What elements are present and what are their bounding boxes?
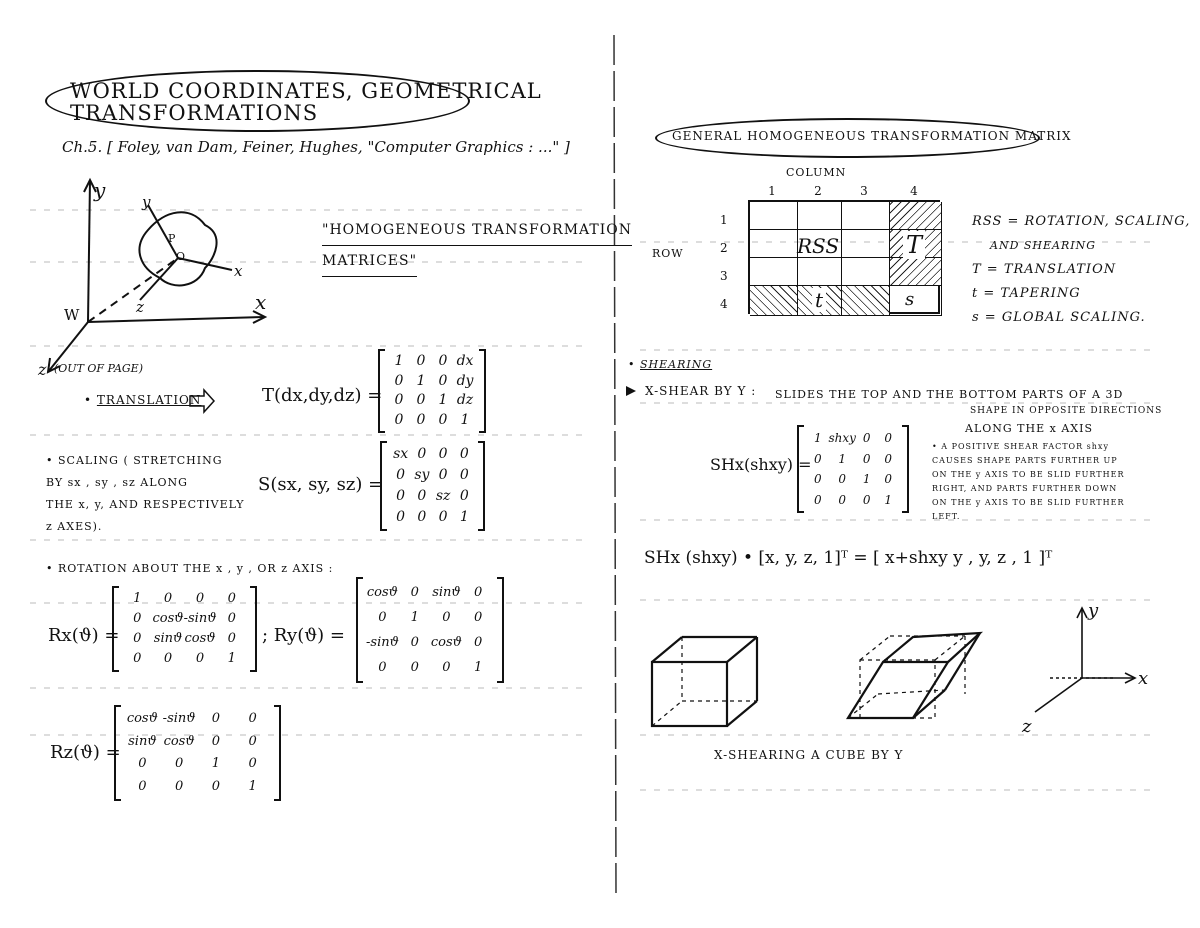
local-x-label: x xyxy=(234,262,243,280)
rotation-title-text: ROTATION ABOUT THE x , y , OR z AXIS : xyxy=(58,562,334,575)
matrix-cell: 0 xyxy=(396,509,406,525)
matrix-cell: -sinϑ xyxy=(366,635,399,650)
note-line: CAUSES SHAPE PARTS FURTHER UP xyxy=(932,456,1118,465)
matrix-cell: -sinϑ xyxy=(162,711,196,726)
column-number: 2 xyxy=(814,184,822,198)
row-label: ROW xyxy=(652,247,684,260)
page-title xyxy=(70,80,542,124)
translation-matrix xyxy=(378,350,486,432)
grid-cell xyxy=(798,258,842,286)
rss-cell-label: RSS xyxy=(797,234,840,258)
world-x-label: x xyxy=(255,290,267,314)
scaling-line-1: SCALING ( STRETCHING xyxy=(58,454,223,467)
grid-cell xyxy=(842,230,890,258)
note-line: • A POSITIVE SHEAR FACTOR shxy xyxy=(932,442,1109,451)
rx-lhs: Rx(ϑ) = xyxy=(48,625,120,646)
grid-cell xyxy=(750,230,798,258)
right-y-label: y xyxy=(1088,600,1099,621)
matrix-cell: 1 xyxy=(410,610,419,625)
xshear-desc-line-1: SLIDES THE TOP AND THE BOTTOM PARTS OF A 3D xyxy=(775,388,1124,401)
local-y-label: y xyxy=(142,193,151,211)
world-z-label: z xyxy=(38,360,47,379)
matrix-cell: dx xyxy=(456,353,474,369)
matrix-cell: 0 xyxy=(133,631,142,646)
matrix-cell: 0 xyxy=(163,591,173,606)
matrix-cell: dz xyxy=(456,392,474,408)
cube-caption: X-SHEARING A CUBE BY Y xyxy=(714,748,904,762)
matrix-cell: 1 xyxy=(416,372,426,389)
row-number: 2 xyxy=(720,241,728,255)
matrix-cell: 0 xyxy=(394,372,404,389)
matrix-cell: 0 xyxy=(474,635,483,650)
note-line: ON THE y AXIS TO BE SLID FURTHER xyxy=(932,470,1125,479)
title-line-1: WORLD COORDINATES, GEOMETRICAL xyxy=(70,79,542,103)
title-line-2: TRANSFORMATIONS xyxy=(70,101,319,125)
matrix-cell: 0 xyxy=(211,733,221,749)
note-line: LEFT. xyxy=(932,512,961,521)
matrix-cell: cosϑ xyxy=(126,711,158,726)
out-of-page-note: (OUT OF PAGE) xyxy=(54,362,144,375)
matrix-cell: 1 xyxy=(474,660,483,675)
matrix-cell: 0 xyxy=(138,756,147,771)
matrix-cell: 1 xyxy=(211,756,221,771)
matrix-cell: 0 xyxy=(459,446,469,462)
shx-matrix xyxy=(797,426,909,512)
block-legend xyxy=(972,210,1190,330)
matrix-cell: 0 xyxy=(138,778,147,794)
ry-lhs: ; Ry(ϑ) = xyxy=(262,625,345,646)
legend-translation: T = TRANSLATION xyxy=(972,262,1117,277)
matrix-cell: 0 xyxy=(417,488,427,504)
legend-tapering: t = TAPERING xyxy=(972,286,1081,301)
cube-original xyxy=(652,637,757,726)
matrix-cell: 0 xyxy=(417,446,427,462)
grid-cell xyxy=(750,286,798,316)
matrix-cell: 0 xyxy=(133,651,142,666)
matrix-cell: 0 xyxy=(227,631,236,646)
matrix-cell: 0 xyxy=(378,610,387,625)
xshear-desc-line-3: ALONG THE x AXIS xyxy=(965,422,1093,435)
homogeneous-note xyxy=(322,215,632,277)
scaling-description: • SCALING ( STRETCHING BY sx , sy , sz ALONG THE x, y, AND RESPECTIVELY z AXES). xyxy=(46,450,245,538)
matrix-cell: 0 xyxy=(410,635,419,650)
grid-cell xyxy=(842,286,890,316)
matrix-cell: 0 xyxy=(438,446,448,462)
matrix-cell: 0 xyxy=(884,451,893,466)
matrix-cell: 0 xyxy=(394,411,404,428)
matrix-cell: 0 xyxy=(459,488,469,504)
legend-rss: RSS = ROTATION, SCALING, xyxy=(972,214,1191,229)
matrix-cell: 0 xyxy=(396,488,406,504)
translation-cell-label: T xyxy=(903,231,925,259)
matrix-cell: 0 xyxy=(438,411,448,428)
matrix-cell: 1 xyxy=(227,651,236,666)
matrix-cell: sinϑ xyxy=(153,631,183,646)
matrix-cell: 0 xyxy=(248,711,257,726)
matrix-cell: 0 xyxy=(474,610,483,625)
matrix-cell: 0 xyxy=(438,509,448,525)
matrix-cell: 0 xyxy=(195,651,205,666)
grid-cell xyxy=(842,258,890,286)
matrix-cell: cosϑ xyxy=(366,585,398,600)
right-z-label: z xyxy=(1022,716,1032,737)
matrix-cell: 1 xyxy=(813,431,822,445)
row-number: 1 xyxy=(720,213,728,227)
matrix-cell: 0 xyxy=(862,451,871,466)
grid-cell xyxy=(750,258,798,286)
matrix-cell: 1 xyxy=(438,392,448,408)
matrix-cell: 0 xyxy=(410,660,419,675)
matrix-cell: 0 xyxy=(174,778,184,794)
matrix-cell: 1 xyxy=(459,509,469,525)
matrix-cell: 0 xyxy=(211,778,221,794)
matrix-cell: 0 xyxy=(163,651,173,666)
note-line: ON THE y AXIS TO BE SLID FURTHER xyxy=(932,498,1125,507)
column-number: 1 xyxy=(768,184,776,198)
matrix-cell: 0 xyxy=(474,585,483,600)
matrix-cell: 1 xyxy=(862,472,871,486)
matrix-cell: sinϑ xyxy=(128,733,157,749)
grid-cell xyxy=(890,286,942,316)
matrix-cell: -sinϑ xyxy=(183,611,217,626)
matrix-cell: 0 xyxy=(838,492,847,507)
book-reference: Ch.5. [ Foley, van Dam, Feiner, Hughes, "Computer Graphics : ..." ] xyxy=(62,138,570,156)
column-number: 3 xyxy=(860,184,868,198)
grid-cell xyxy=(890,202,942,230)
matrix-cell: 1 xyxy=(133,591,142,606)
xshear-desc-line-2: SHAPE IN OPPOSITE DIRECTIONS xyxy=(970,406,1163,416)
matrix-cell: 0 xyxy=(394,392,404,408)
right-x-label: x xyxy=(1138,668,1149,689)
grid-cell xyxy=(798,202,842,230)
matrix-cell: 0 xyxy=(174,756,184,771)
matrix-cell: 0 xyxy=(133,611,142,626)
global-scaling-cell-label: s xyxy=(905,289,915,310)
shx-lhs: SHx(shxy) = xyxy=(710,455,812,474)
matrix-cell: 0 xyxy=(438,372,448,389)
matrix-cell: 0 xyxy=(227,591,236,606)
shear-formula: SHx (shxy) • [x, y, z, 1]ᵀ = [ x+shxy y , y, z , 1 ]ᵀ xyxy=(644,548,1053,568)
xshear-title: X-SHEAR BY Y : xyxy=(645,384,757,398)
matrix-cell: 0 xyxy=(862,431,871,445)
matrix-cell: 0 xyxy=(862,492,871,507)
scaling-line-3: THE x, y, AND RESPECTIVELY xyxy=(46,498,245,511)
matrix-cell: 0 xyxy=(248,756,257,771)
scaling-lhs: S(sx, sy, sz) = xyxy=(258,474,384,495)
matrix-cell: 0 xyxy=(417,509,427,525)
matrix-cell: 1 xyxy=(460,411,470,428)
matrix-cell: 1 xyxy=(838,451,847,466)
matrix-cell: 0 xyxy=(838,472,847,486)
matrix-cell: 1 xyxy=(884,492,893,507)
cube-sheared xyxy=(848,633,980,718)
right-title: GENERAL HOMOGENEOUS TRANSFORMATION MATRIX xyxy=(672,129,1072,143)
matrix-cell: cosϑ xyxy=(152,611,184,626)
matrix-cell: 0 xyxy=(248,733,257,749)
rz-matrix xyxy=(114,706,281,800)
translation-label: • TRANSLATION xyxy=(84,393,202,407)
matrix-cell: 0 xyxy=(813,492,822,507)
rx-matrix xyxy=(112,587,257,671)
column-label: COLUMN xyxy=(786,166,847,179)
matrix-cell: 0 xyxy=(410,585,419,600)
matrix-cell: cosϑ xyxy=(430,635,462,650)
legend-rss-cont: AND SHEARING xyxy=(990,239,1097,252)
grid-cell xyxy=(750,202,798,230)
object-blob xyxy=(139,212,216,285)
grid-cell xyxy=(842,202,890,230)
scaling-line-2: BY sx , sy , sz ALONG xyxy=(46,476,188,489)
row-number: 4 xyxy=(720,297,728,311)
matrix-cell: 0 xyxy=(813,451,822,466)
matrix-cell: 0 xyxy=(459,467,469,483)
homogeneous-line-1: "HOMOGENEOUS TRANSFORMATION xyxy=(322,215,632,246)
matrix-cell: 1 xyxy=(394,353,404,369)
scaling-line-4: z AXES). xyxy=(46,520,103,533)
matrix-cell: shxy xyxy=(828,431,856,445)
matrix-cell: 0 xyxy=(813,472,822,486)
matrix-cell: 0 xyxy=(416,353,426,369)
shear-factor-note xyxy=(932,440,1124,524)
matrix-cell: 0 xyxy=(396,467,406,483)
matrix-cell: 0 xyxy=(378,660,387,675)
world-y-label: y xyxy=(94,178,106,202)
tapering-cell-label: t xyxy=(812,288,826,312)
rotation-title: • ROTATION ABOUT THE x , y , OR z AXIS : xyxy=(46,562,334,575)
matrix-cell: sz xyxy=(435,488,451,504)
translation-label-text: TRANSLATION xyxy=(96,393,202,407)
matrix-cell: 0 xyxy=(416,411,426,428)
matrix-cell: sy xyxy=(414,467,430,483)
homogeneous-line-2: MATRICES" xyxy=(322,246,417,277)
matrix-cell: 0 xyxy=(438,353,448,369)
note-line: RIGHT, AND PARTS FURTHER DOWN xyxy=(932,484,1118,493)
legend-global-scaling: s = GLOBAL SCALING. xyxy=(972,310,1146,325)
matrix-cell: dy xyxy=(456,372,474,389)
translation-lhs: T(dx,dy,dz) = xyxy=(262,385,383,406)
matrix-cell: 0 xyxy=(416,392,426,408)
matrix-cell: cosϑ xyxy=(184,631,216,646)
row-number: 3 xyxy=(720,269,728,283)
world-x-axis xyxy=(88,317,265,322)
ry-matrix xyxy=(356,578,504,682)
column-number: 4 xyxy=(910,184,918,198)
world-y-axis xyxy=(88,180,90,322)
point-label: P xyxy=(168,232,176,245)
rz-lhs: Rz(ϑ) = xyxy=(50,742,121,763)
world-origin-label: W xyxy=(64,306,80,324)
grid-cell xyxy=(890,258,942,286)
row-numbers xyxy=(720,206,728,318)
matrix-cell: 0 xyxy=(227,611,236,626)
matrix-cell: sx xyxy=(393,446,409,462)
matrix-cell: 0 xyxy=(442,610,451,625)
matrix-cell: cosϑ xyxy=(163,733,195,749)
column-numbers xyxy=(748,184,940,198)
matrix-cell: 0 xyxy=(884,431,893,445)
matrix-cell: sinϑ xyxy=(432,585,461,600)
scaling-matrix xyxy=(380,442,485,530)
matrix-cell: 0 xyxy=(438,467,448,483)
matrix-cell: 0 xyxy=(884,472,893,486)
right-axes xyxy=(1035,608,1135,712)
shearing-label-text: SHEARING xyxy=(640,358,713,371)
matrix-cell: 0 xyxy=(195,591,205,606)
local-z-label: z xyxy=(136,298,144,316)
local-origin-label: O xyxy=(176,250,186,263)
matrix-cell: 1 xyxy=(248,778,257,794)
matrix-cell: 0 xyxy=(211,711,221,726)
matrix-cell: 0 xyxy=(442,660,451,675)
shearing-label: • SHEARING xyxy=(628,358,713,371)
